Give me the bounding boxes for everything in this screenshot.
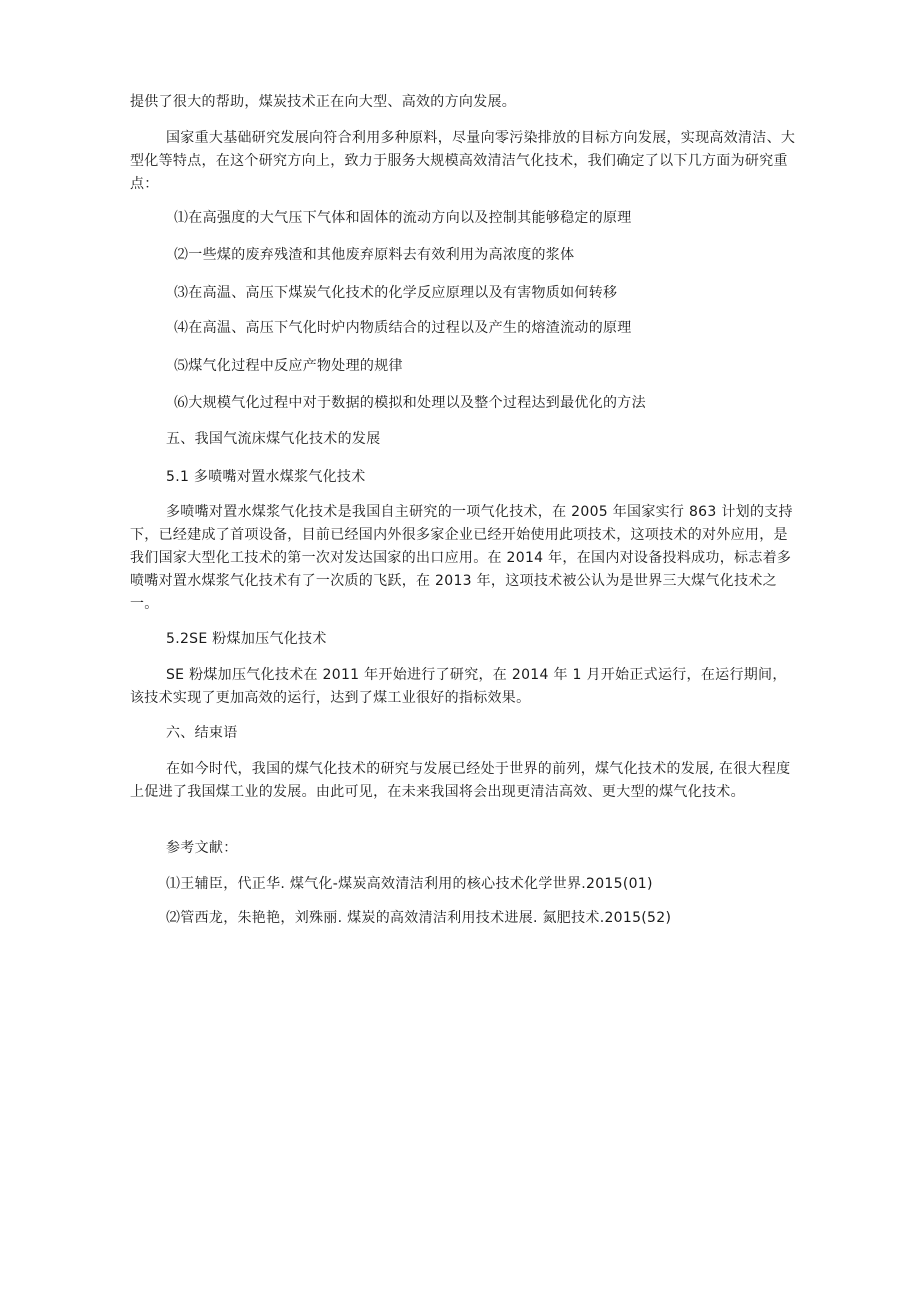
paragraph-research-focus: 国家重大基础研究发展向符合利用多种原料，尽量向零污染排放的目标方向发展，实现高效清洁、大型化等特点，在这个研究方向上，致力于服务大规模高效清洁气化技术，我们确定了以下几方面为研究重点：: [130, 130, 796, 192]
subsection-heading-5-2: 5.2SE 粉煤加压气化技术: [166, 631, 327, 647]
paragraph-5-2: SE 粉煤加压气化技术在 2011 年开始进行了研究，在 2014 年 1 月开始正式运行，在运行期间，该技术实现了更加高效的运行，达到了煤工业很好的指标效果。: [130, 667, 787, 706]
research-item: ⑸煤气化过程中反应产物处理的规律: [174, 358, 403, 374]
references-heading: 参考文献：: [166, 840, 238, 856]
research-item: ⑷在高温、高压下气化时炉内物质结合的过程以及产生的熔渣流动的原理: [174, 320, 632, 336]
paragraph-conclusion: 在如今时代，我国的煤气化技术的研究与发展已经处于世界的前列，煤气化技术的发展, 在很大程度上促进了我国煤工业的发展。由此可见，在未来我国将会出现更清洁高效、更大型的煤气化技术。: [130, 761, 791, 800]
research-item: ⑴在高强度的大气压下气体和固体的流动方向以及控制其能够稳定的原理: [174, 210, 632, 226]
research-item: ⑵一些煤的废弃残渣和其他废弃原料去有效利用为高浓度的浆体: [174, 247, 575, 263]
research-item: ⑹大规模气化过程中对于数据的模拟和处理以及整个过程达到最优化的方法: [174, 395, 646, 411]
reference-item: ⑵管西龙，朱艳艳，刘殊丽. 煤炭的高效清洁利用技术进展. 氮肥技术.2015(52): [166, 910, 672, 926]
research-item: ⑶在高温、高压下煤炭气化技术的化学反应原理以及有害物质如何转移: [174, 285, 618, 301]
paragraph-intro-tail: 提供了很大的帮助，煤炭技术正在向大型、高效的方向发展。: [130, 94, 517, 110]
section-heading-6: 六、结束语: [166, 725, 238, 741]
reference-item: ⑴王辅臣，代正华. 煤气化-煤炭高效清洁利用的核心技术化学世界.2015(01): [166, 876, 653, 892]
paragraph-5-1: 多喷嘴对置水煤浆气化技术是我国自主研究的一项气化技术，在 2005 年国家实行 863 计划的支持下，已经建成了首项设备，目前已经国内外很多家企业已经开始使用此项技术，这项技术的对外应用，是我们国家大型化工技术的第一次对发达国家的出口应用。在 2014 年，在国内对设备投料成功，标志着多喷嘴对置水煤浆气化技术有了一次质的飞跃，在 2013 年，这项技术被公认为是世界三大煤气化技术之一。: [130, 504, 793, 612]
subsection-heading-5-1: 5.1 多喷嘴对置水煤浆气化技术: [166, 469, 366, 485]
section-heading-5: 五、我国气流床煤气化技术的发展: [166, 431, 381, 447]
